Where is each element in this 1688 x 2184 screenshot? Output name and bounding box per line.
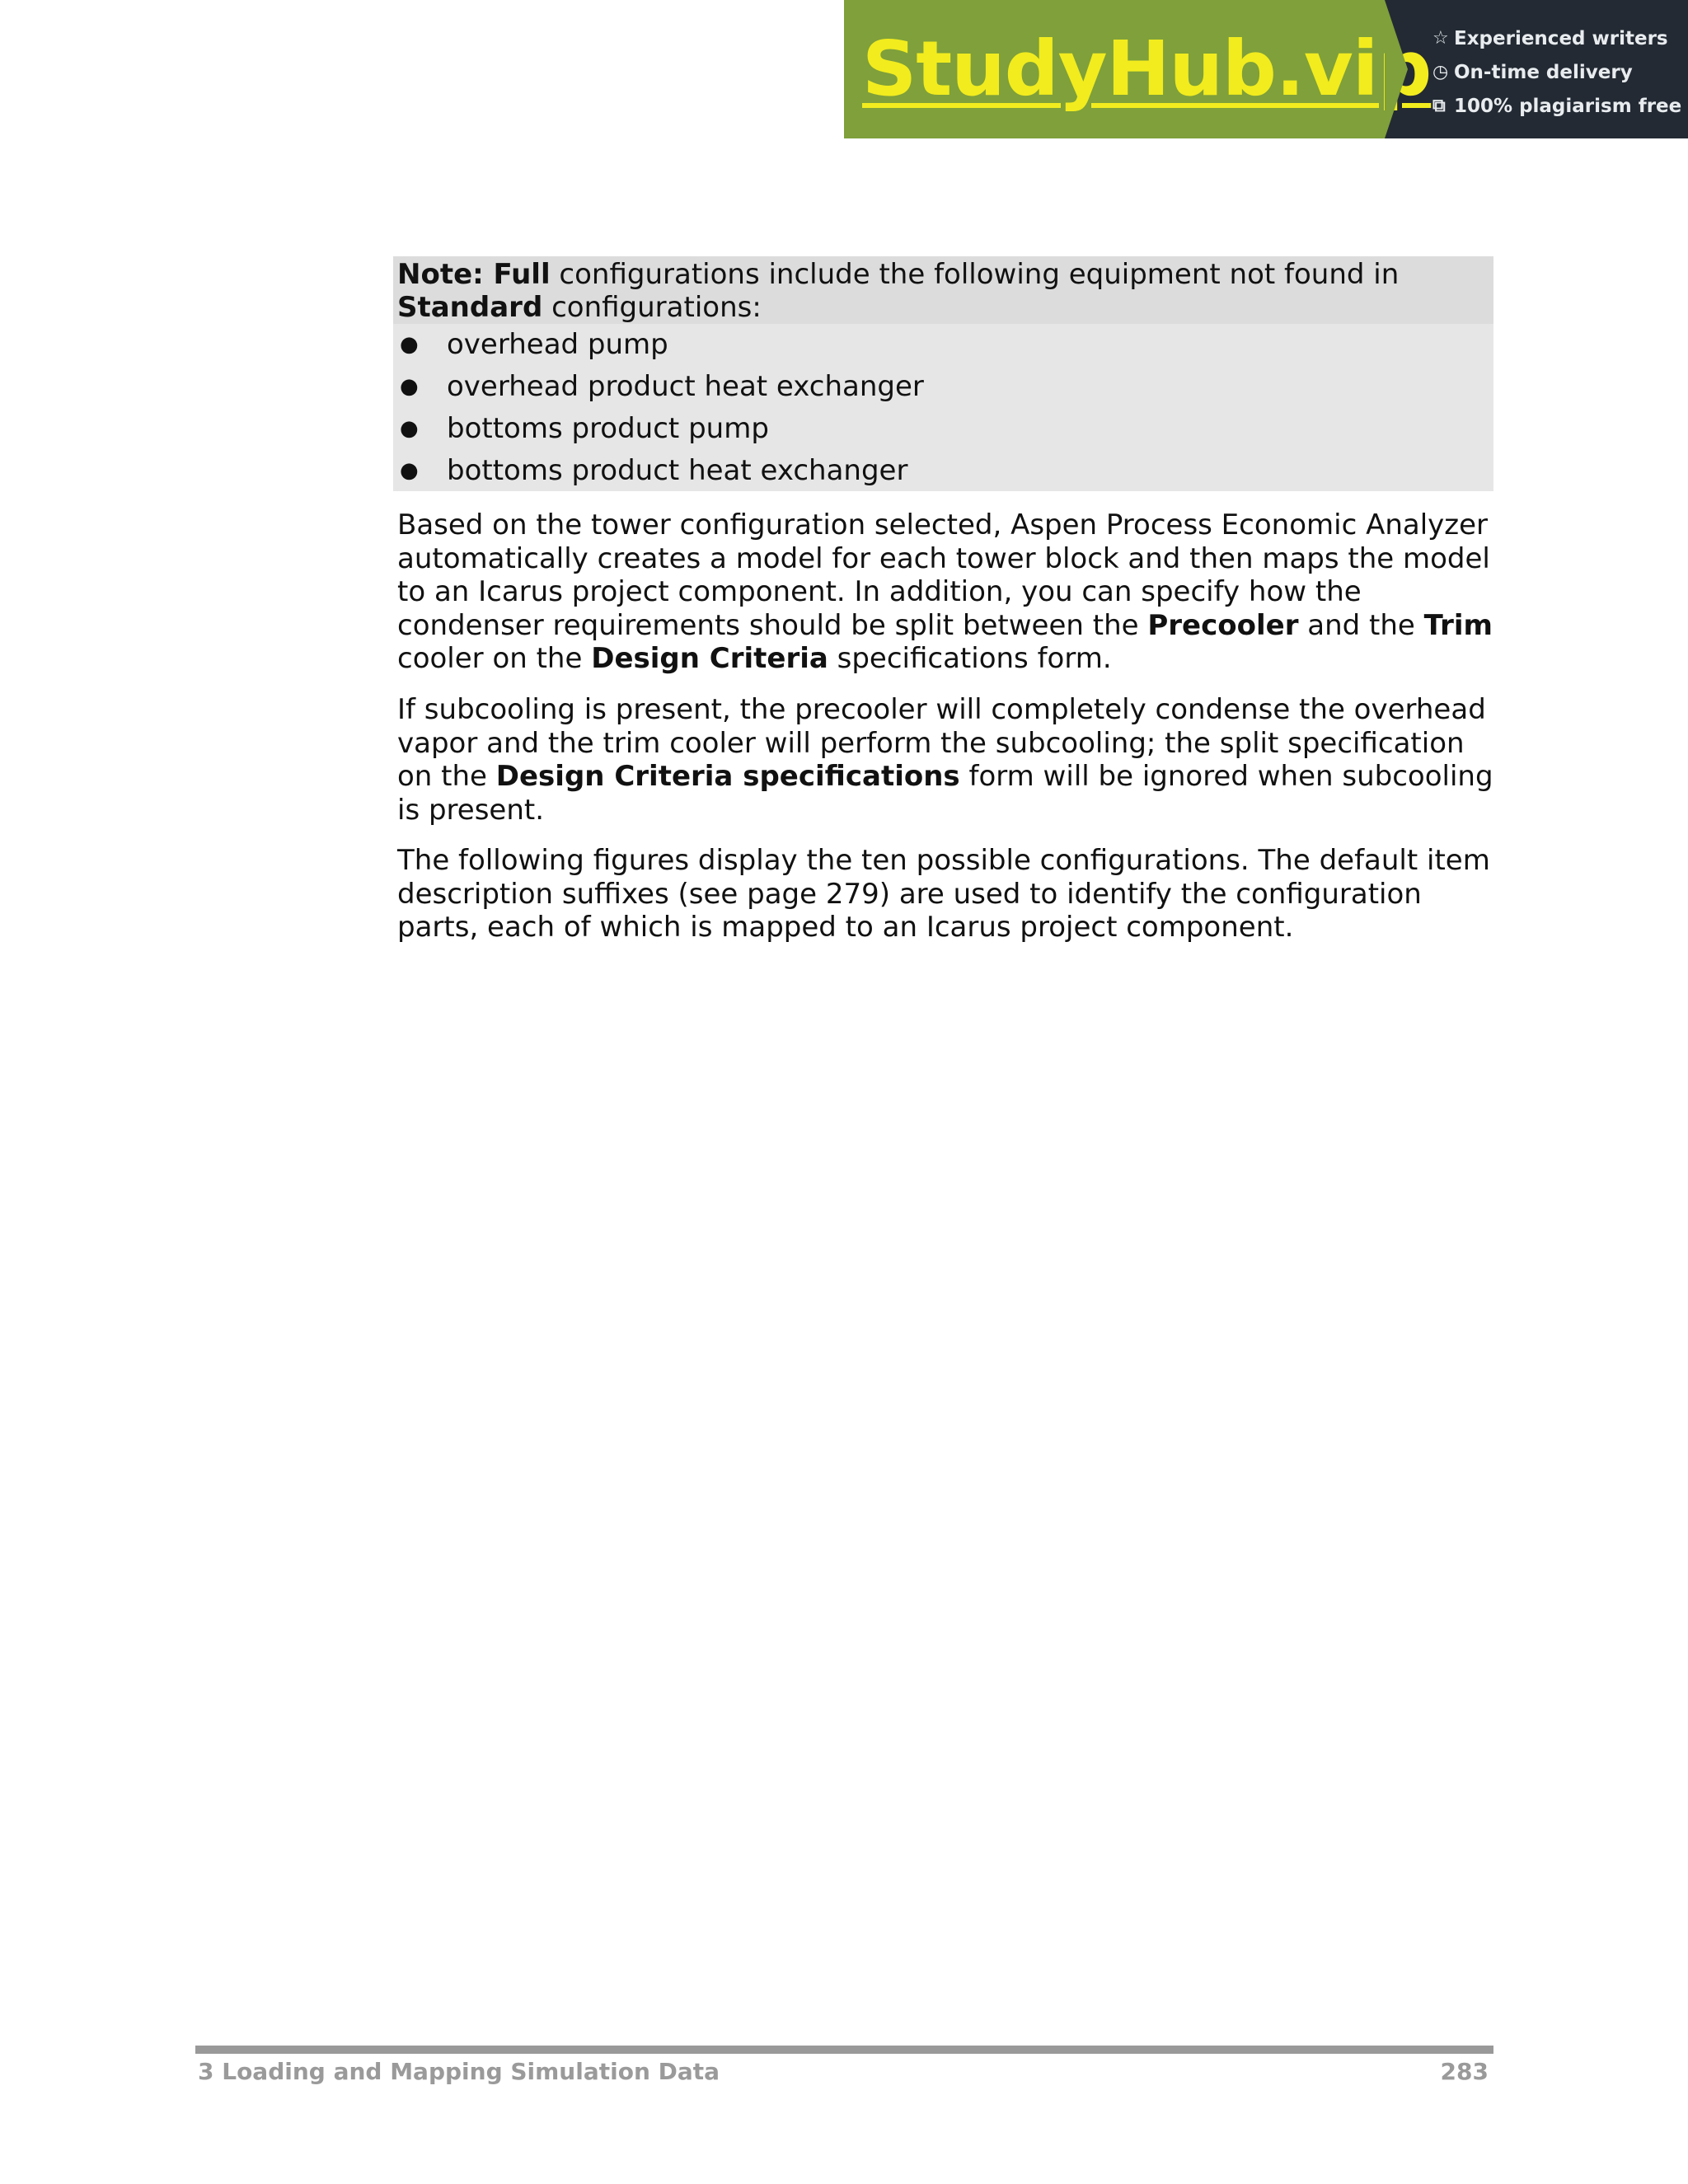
note-box <box>393 256 1493 491</box>
bullet-icon: ● <box>400 374 419 399</box>
trim-bold: Trim <box>1423 608 1493 642</box>
star-icon: ☆ <box>1432 28 1449 49</box>
clock-icon: ◷ <box>1432 62 1449 82</box>
precooler-bold: Precooler <box>1147 608 1299 642</box>
equipment-list <box>393 324 1493 492</box>
note-lead-bold: Note: Full <box>397 258 551 291</box>
bullet-icon: ● <box>400 332 419 357</box>
studyhub-logo[interactable] <box>844 0 1432 138</box>
paragraph-figures-intro: The following figures display the ten possible configurations. The default item description suffixes (see page 279) are used to identify the configuration parts, each of which is mapped to an Icarus project component. <box>397 844 1490 944</box>
list-item: ● bottoms product heat exchanger <box>393 450 1493 492</box>
design-criteria-bold: Design Criteria <box>591 642 828 675</box>
footer-divider <box>195 2046 1493 2054</box>
page-number: 283 <box>1440 2058 1489 2085</box>
feature-label: On-time delivery <box>1454 61 1633 83</box>
list-item: ● bottoms product pump <box>393 408 1493 450</box>
note-heading <box>393 256 1493 324</box>
note-lead-text: configurations include the following equipment not found in <box>550 258 1400 291</box>
feature-label: 100% plagiarism free <box>1454 95 1682 117</box>
list-item: ● overhead pump <box>393 324 1493 366</box>
logo-text: StudyHub.vip <box>862 25 1432 113</box>
note-standard-bold: Standard <box>397 291 543 324</box>
studyhub-banner[interactable] <box>844 0 1688 138</box>
feature-label: Experienced writers <box>1454 27 1668 49</box>
footer-chapter-title: 3 Loading and Mapping Simulation Data <box>198 2058 720 2085</box>
feature-on-time-delivery <box>1432 55 1688 89</box>
bullet-icon: ● <box>400 416 419 441</box>
design-criteria-specifications-bold: Design Criteria specifications <box>495 760 960 793</box>
list-item: ● overhead product heat exchanger <box>393 366 1493 408</box>
paragraph-tower-configuration: Based on the tower configuration selected, Aspen Process Economic Analyzer automatically creates a model for each tower block and then maps the model to an Icarus project component. In addition, you can specify how the condenser requirements should be split between the Precooler and the Trim cooler on the Design Criteria specifications form. <box>397 509 1493 675</box>
copy-icon: ⧉ <box>1432 96 1446 116</box>
bullet-icon: ● <box>400 458 419 483</box>
feature-experienced-writers <box>1432 21 1688 55</box>
note-standard-text: configurations: <box>542 291 762 324</box>
feature-plagiarism-free <box>1432 89 1688 123</box>
paragraph-subcooling: If subcooling is present, the precooler will completely condense the overhead vapor and the trim cooler will perform the subcooling; the split specification on the Design Criteria specifications form will be ignored when subcooling is present. <box>397 693 1493 827</box>
